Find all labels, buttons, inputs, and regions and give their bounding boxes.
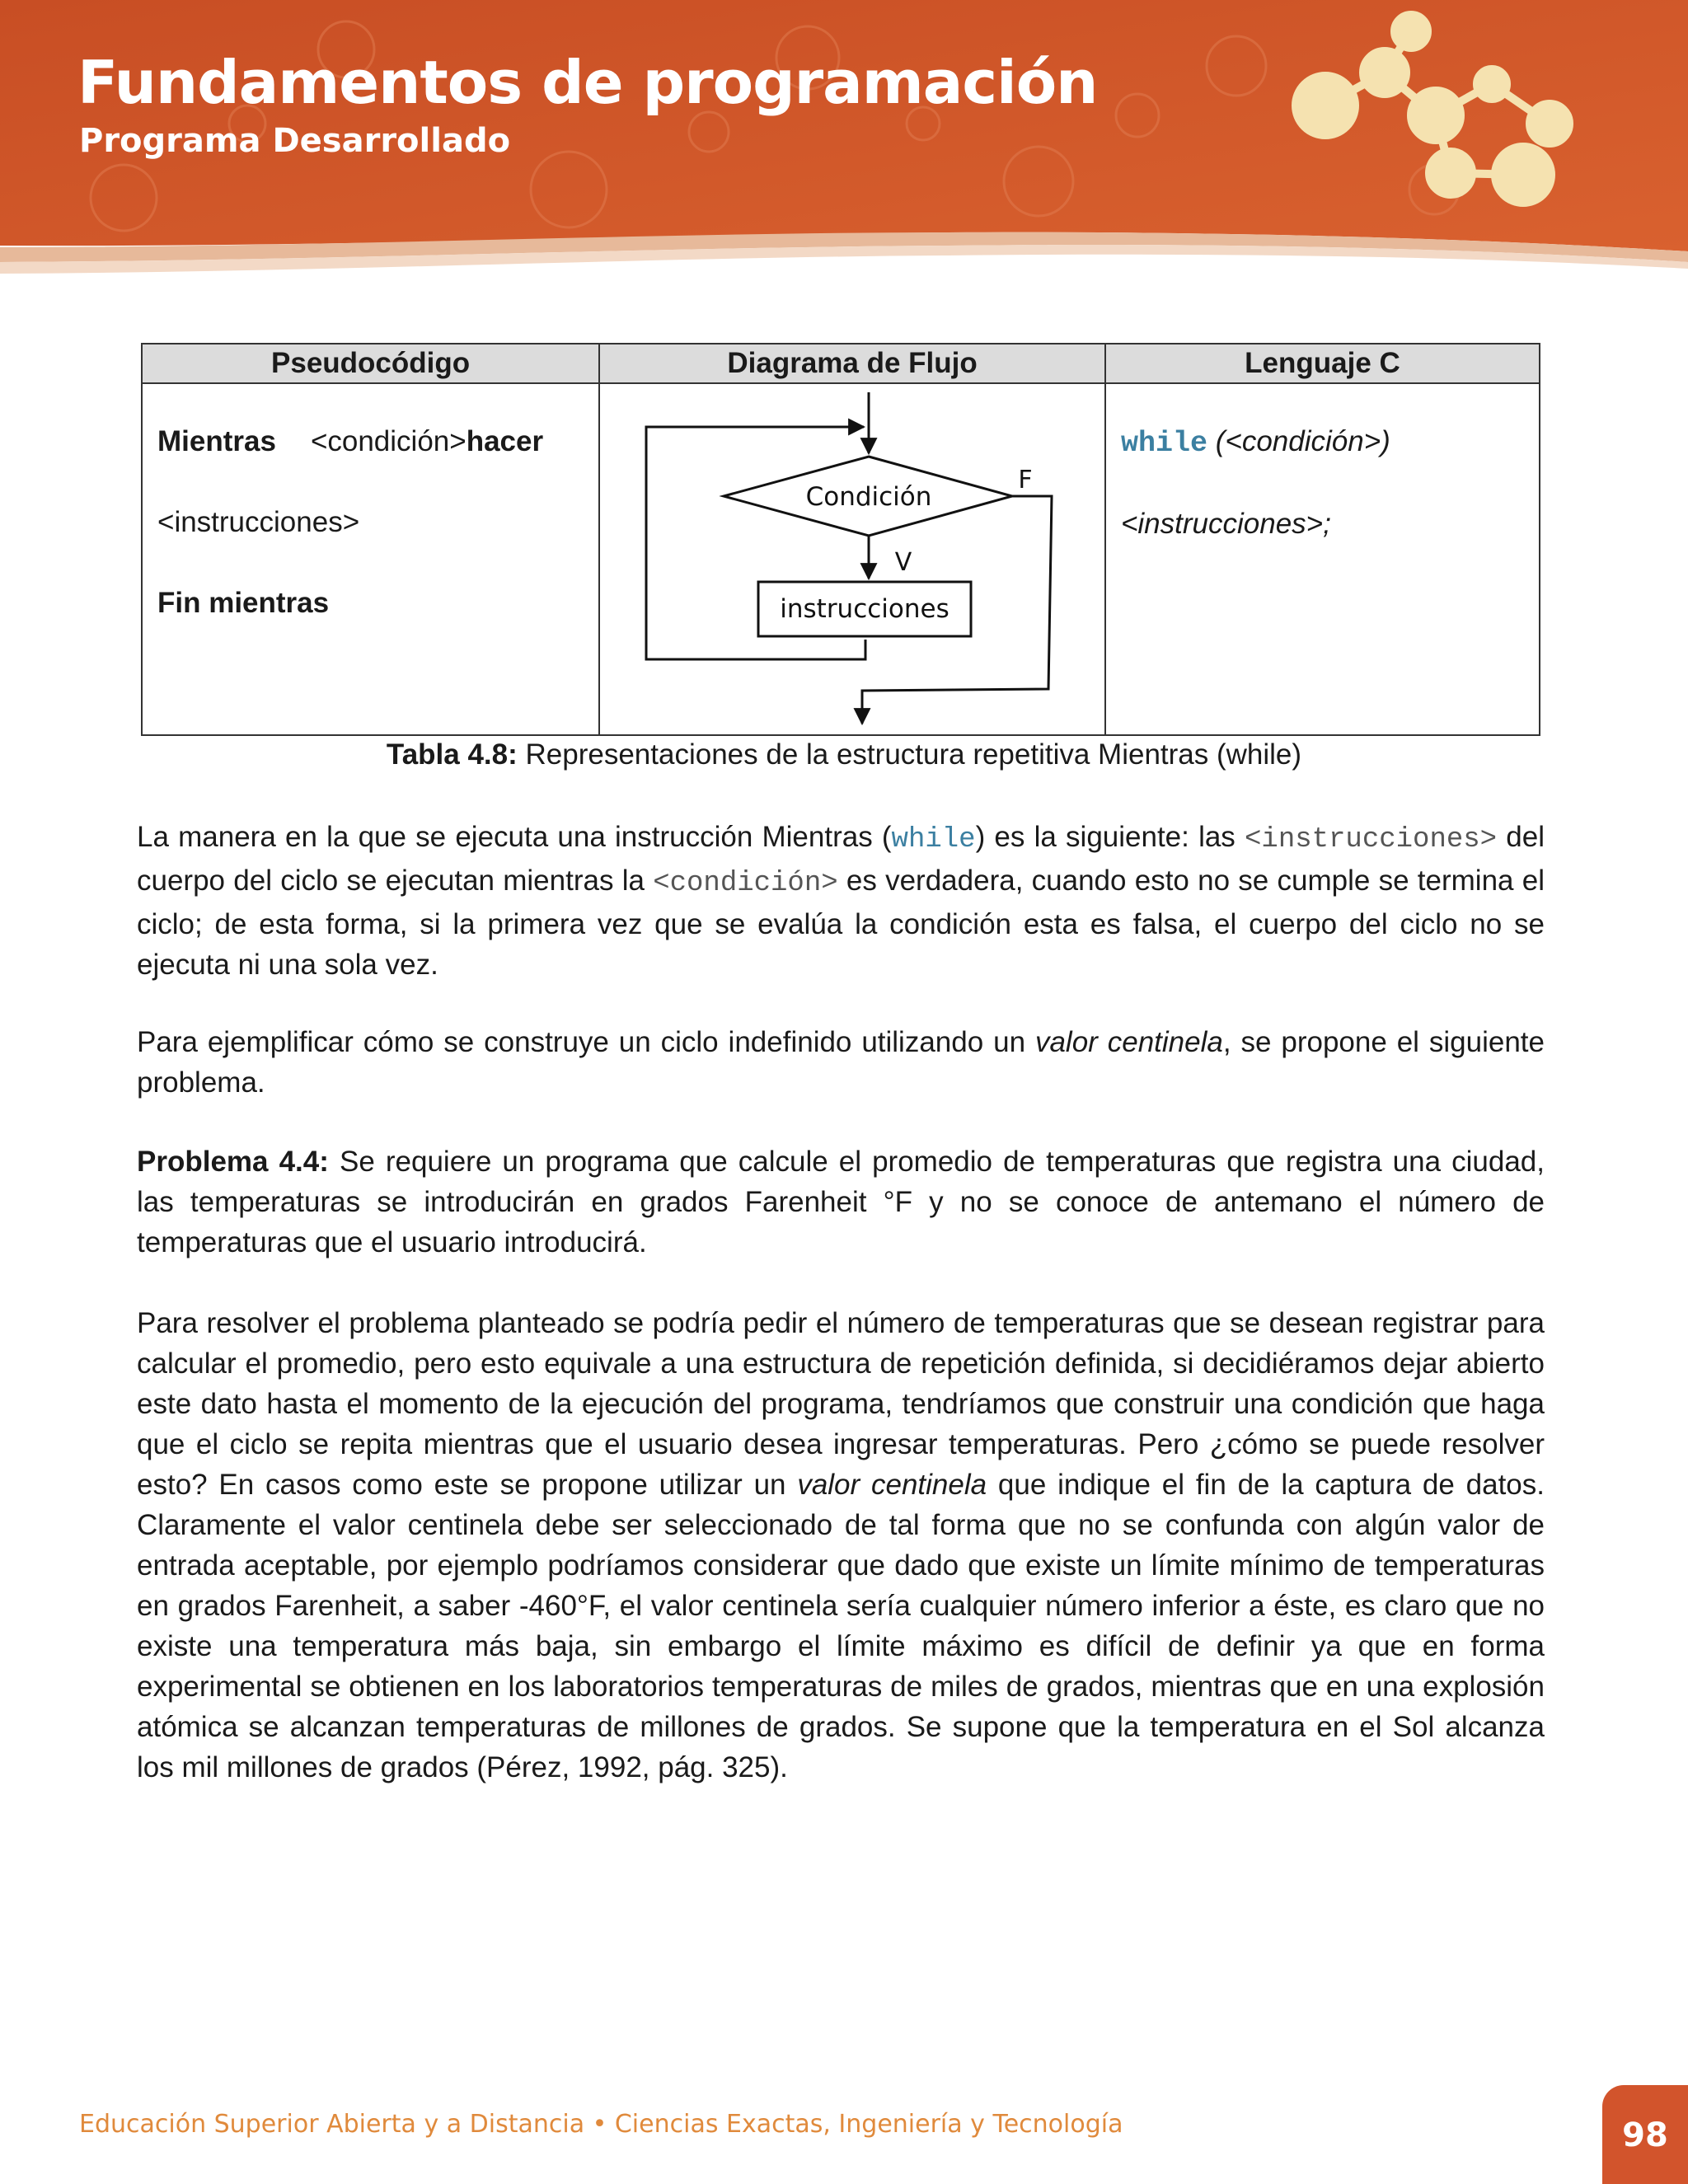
- paragraph-problem: [137, 1141, 1545, 1263]
- c-condition: (<condición>): [1207, 425, 1390, 457]
- while-flowchart: [600, 384, 1105, 734]
- caption-label: Tabla 4.8:: [386, 738, 518, 771]
- problem-label: Problema 4.4:: [137, 1146, 329, 1178]
- document-title: Fundamentos de programación: [77, 48, 1098, 117]
- footer-text: Educación Superior Abierta y a Distancia • Ciencias Exactas, Ingeniería y Tecnología: [79, 2110, 1123, 2139]
- keyword-fin-mientras: Fin mientras: [157, 587, 330, 619]
- p1-text-c: del cuerpo del ciclo se ejecutan mientras la: [137, 821, 1545, 897]
- document-subtitle: Programa Desarrollado: [79, 122, 511, 160]
- page-number-tab: [1602, 2085, 1688, 2184]
- true-label: V: [894, 548, 912, 577]
- paragraph-sentinel-intro: [137, 1022, 1545, 1103]
- instructions-label: instrucciones: [780, 594, 950, 624]
- paragraph-solution: [137, 1303, 1545, 1788]
- pseudocode-instructions: <instrucciones>: [157, 506, 360, 538]
- c-while-line: [1121, 425, 1390, 460]
- c-while-keyword: while: [1120, 427, 1207, 460]
- p2-text-b: , se propone el siguiente problema.: [137, 1026, 1545, 1099]
- table-caption: [0, 738, 1688, 771]
- keyword-hacer: hacer: [466, 425, 544, 457]
- pseudocode-cell: [142, 383, 599, 735]
- header-c-language: Lenguaje C: [1105, 344, 1540, 383]
- p2-text-a: Para ejemplificar cómo se construye un ciclo indefinido utilizando un: [137, 1026, 1035, 1058]
- header-pseudocode: Pseudocódigo: [142, 344, 599, 383]
- c-instructions: <instrucciones>;: [1120, 508, 1331, 540]
- p1-condition-code: <condición>: [653, 868, 838, 899]
- p2-emphasis: valor centinela: [1034, 1026, 1223, 1058]
- representations-table: [141, 343, 1540, 736]
- problem-text: Se requiere un programa que calcule el promedio de temperaturas que registra una ciudad, las temperaturas se introducirán en grados Farenheit °F y no se conoce de antemano el número de temperaturas que el usuario introducirá.: [137, 1146, 1545, 1258]
- p1-while-code: while: [891, 824, 976, 855]
- header-flowchart: Diagrama de Flujo: [599, 344, 1105, 383]
- p1-text-d: es verdadera, cuando esto no se cumple se termina el ciclo; de esta forma, si la primera vez que se evalúa la condición esta es falsa, el cuerpo del ciclo no se ejecuta ni una sola vez.: [137, 865, 1545, 981]
- page-number: 98: [1622, 2116, 1668, 2154]
- p1-instructions-code: <instrucciones>: [1245, 824, 1498, 855]
- p4-emphasis: valor centinela: [797, 1469, 987, 1501]
- p4-text-b: que indique el fin de la captura de datos. Claramente el valor centinela debe ser seleccionado de tal forma que no se confunda con algún valor de entrada aceptable, por ejemplo podríamos considerar que dado que existe un límite mínimo de temperaturas en grados Farenheit, a saber -460°F, el valor centinela sería cualquier número inferior a éste, es claro que no existe una temperatura más baja, sin embargo el límite máximo es difícil de definir ya que en forma experimental se obtienen en los laboratorios temperaturas de miles de grados, mientras que en una explosión atómica se alcanzan temperaturas de millones de grados. Se supone que la temperatura en el Sol alcanza los mil millones de grados (Pérez, 1992, pág. 325).: [137, 1469, 1545, 1783]
- pseudocode-condition: <condición>: [310, 425, 467, 457]
- pseudocode-end: [157, 587, 329, 620]
- p1-text-b: ) es la siguiente: las: [975, 821, 1245, 853]
- keyword-mientras: Mientras: [157, 425, 276, 457]
- condition-label: Condición: [805, 482, 932, 512]
- false-label: F: [1018, 466, 1033, 494]
- caption-text: Representaciones de la estructura repetitiva Mientras (while): [517, 738, 1302, 771]
- p4-text-a: Para resolver el problema planteado se podría pedir el número de temperaturas que se desean registrar para calcular el promedio, pero esto equivale a una estructura de repetición definida, si decidiéramos dejar abierto este dato hasta el momento de la ejecución del programa, tendríamos que construir una condición que haga que el ciclo se repita mientras que el usuario desea ingresar temperaturas. Pero ¿cómo se puede resolver esto? En casos como este se propone utilizar un: [137, 1307, 1545, 1501]
- c-language-cell: [1105, 383, 1540, 735]
- paragraph-while-explanation: [137, 817, 1545, 985]
- p1-text-a: La manera en la que se ejecuta una instrucción Mientras (: [137, 821, 892, 853]
- flowchart-cell: [599, 383, 1105, 735]
- pseudocode-while-line: [157, 425, 543, 458]
